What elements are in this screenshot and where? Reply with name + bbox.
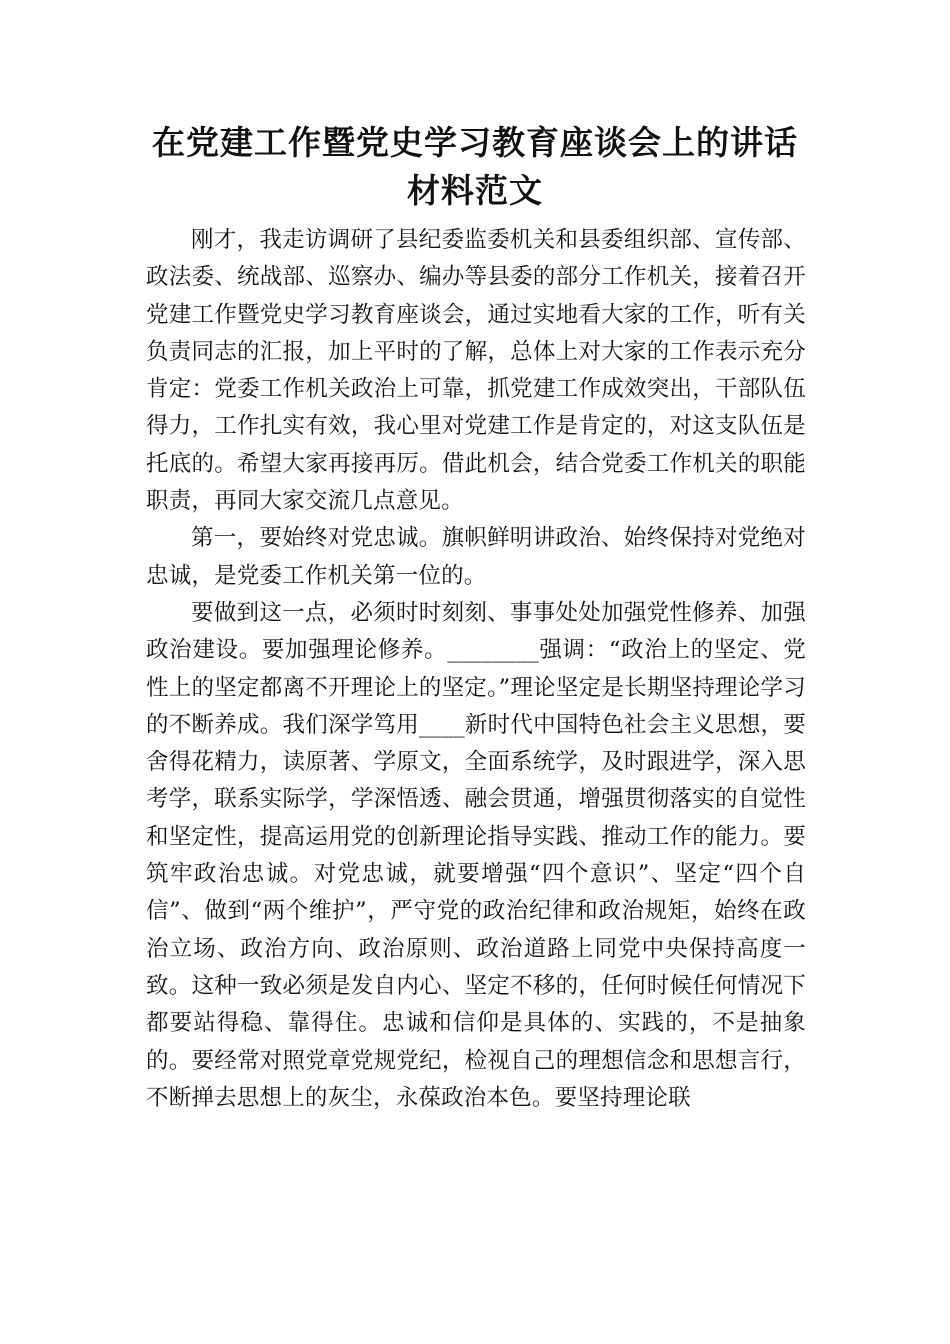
document-title-line-1: 在党建工作暨党史学习教育座谈会上的讲话 xyxy=(152,123,798,162)
paragraph-2: 第一，要始终对党忠诚。旗帜鲜明讲政治、始终保持对党绝对忠诚，是党委工作机关第一位的。 xyxy=(146,525,806,589)
document-title-line-2: 材料范文 xyxy=(407,171,543,210)
paragraph-3: 要做到这一点，必须时时刻刻、事事处处加强党性修养、加强政治建设。要加强理论修养。________强调：“政治上的坚定、党性上的坚定都离不开理论上的坚定。”理论坚定是长期坚持理论学习的不断养成。我们深学笃用____新时代中国特色社会主义思想，要舍得花精力，读原著、学原文，全面系统学，及时跟进学，深入思考学，联系实际学，学深悟透、融会贯通，增强贯彻落实的自觉性和坚定性，提高运用党的创新理论指导实践、推动工作的能力。要筑牢政治忠诚。对党忠诚，就要增强“四个意识”、坚定“四个自信”、做到“两个维护”，严守党的政治纪律和政治规矩，始终在政治立场、政治方向、政治原则、政治道路上同党中央保持高度一致。这种一致必须是发自内心、坚定不移的，任何时候任何情况下都要站得稳、靠得住。忠诚和信仰是具体的、实践的，不是抽象的。要经常对照党章党规党纪，检视自己的理想信念和思想言行，不断掸去思想上的灰尘，永葆政治本色。要坚持理论联 xyxy=(146,599,806,1111)
paragraph-1: 刚才，我走访调研了县纪委监委机关和县委组织部、宣传部、政法委、统战部、巡察办、编办等县委的部分工作机关，接着召开党建工作暨党史学习教育座谈会，通过实地看大家的工作，听有关负责同志的汇报，加上平时的了解，总体上对大家的工作表示充分肯定：党委工作机关政治上可靠，抓党建工作成效突出，干部队伍得力，工作扎实有效，我心里对党建工作是肯定的，对这支队伍是托底的。希望大家再接再厉。借此机会，结合党委工作机关的职能职责，再同大家交流几点意见。 xyxy=(146,227,806,515)
document-body xyxy=(146,222,806,1117)
